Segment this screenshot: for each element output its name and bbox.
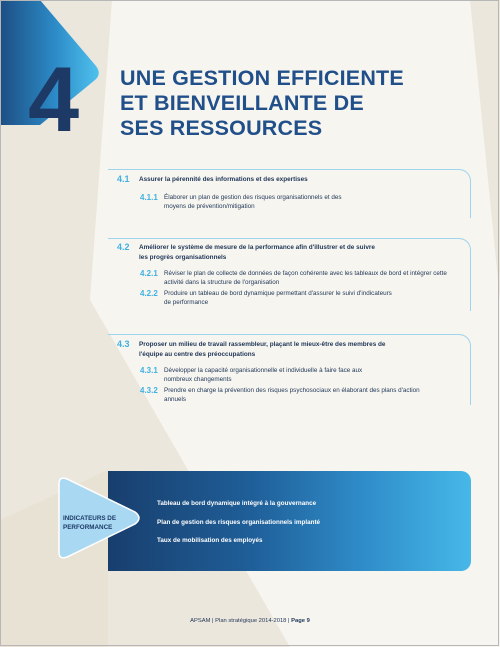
chapter-title (120, 66, 420, 141)
indicators-label: INDICATEURS DE PERFORMANCE (63, 515, 117, 531)
item-number: 4.3.1 (140, 366, 158, 375)
chapter-number: 4 (28, 49, 78, 151)
item-text: Prendre en charge la prévention des risques psychosociaux en élaborant des plans d'action annuels (164, 387, 420, 404)
item-number: 4.3.2 (140, 386, 158, 395)
item-text: Élaborer un plan de gestion des risques organisationnels et des moyens de prévention/mitigation (164, 194, 342, 211)
section-text: Proposer un milieu de travail rassembleur, plaçant le mieux-être des membres de l'équipe au centre des préoccupations (139, 341, 386, 358)
chapter-title-line: ET BIENVEILLANTE DE (120, 91, 364, 115)
footer: APSAM | Plan stratégique 2014-2018 | Page 9 (190, 618, 310, 624)
item-text: Réviser le plan de collecte de données de façon cohérente avec les tableaux de bord et intégrer cette activité dans la structure de l'organisation (164, 270, 447, 287)
footer-page: Page 9 (291, 618, 310, 624)
section-number: 4.1 (117, 174, 130, 184)
chapter-title-line: SES RESSOURCES (120, 116, 323, 140)
indicator-item: Tableau de bord dynamique intégré à la gouvernance (157, 500, 317, 507)
item-number: 4.2.2 (140, 289, 158, 298)
section-number: 4.2 (117, 242, 130, 252)
footer-org: APSAM (190, 618, 211, 624)
item-number: 4.1.1 (140, 193, 158, 202)
indicator-item: Taux de mobilisation des employés (157, 537, 263, 544)
section-text: Améliorer le système de mesure de la performance afin d'illustrer et de suivre les progrès organisationnels (139, 244, 375, 261)
item-text: Produire un tableau de bord dynamique permettant d'assurer le suivi d'indicateurs de performance (164, 290, 392, 307)
indicator-item: Plan de gestion des risques organisationnels implanté (157, 519, 321, 526)
footer-doc: Plan stratégique 2014-2018 (215, 618, 287, 624)
item-text: Développer la capacité organisationnelle et individuelle à faire face aux nombreux changements (164, 367, 363, 384)
chapter-title-line: UNE GESTION EFFICIENTE (120, 66, 404, 90)
section-number: 4.3 (117, 339, 130, 349)
section-text: Assurer la pérennité des informations et des expertises (139, 176, 308, 183)
item-number: 4.2.1 (140, 269, 158, 278)
